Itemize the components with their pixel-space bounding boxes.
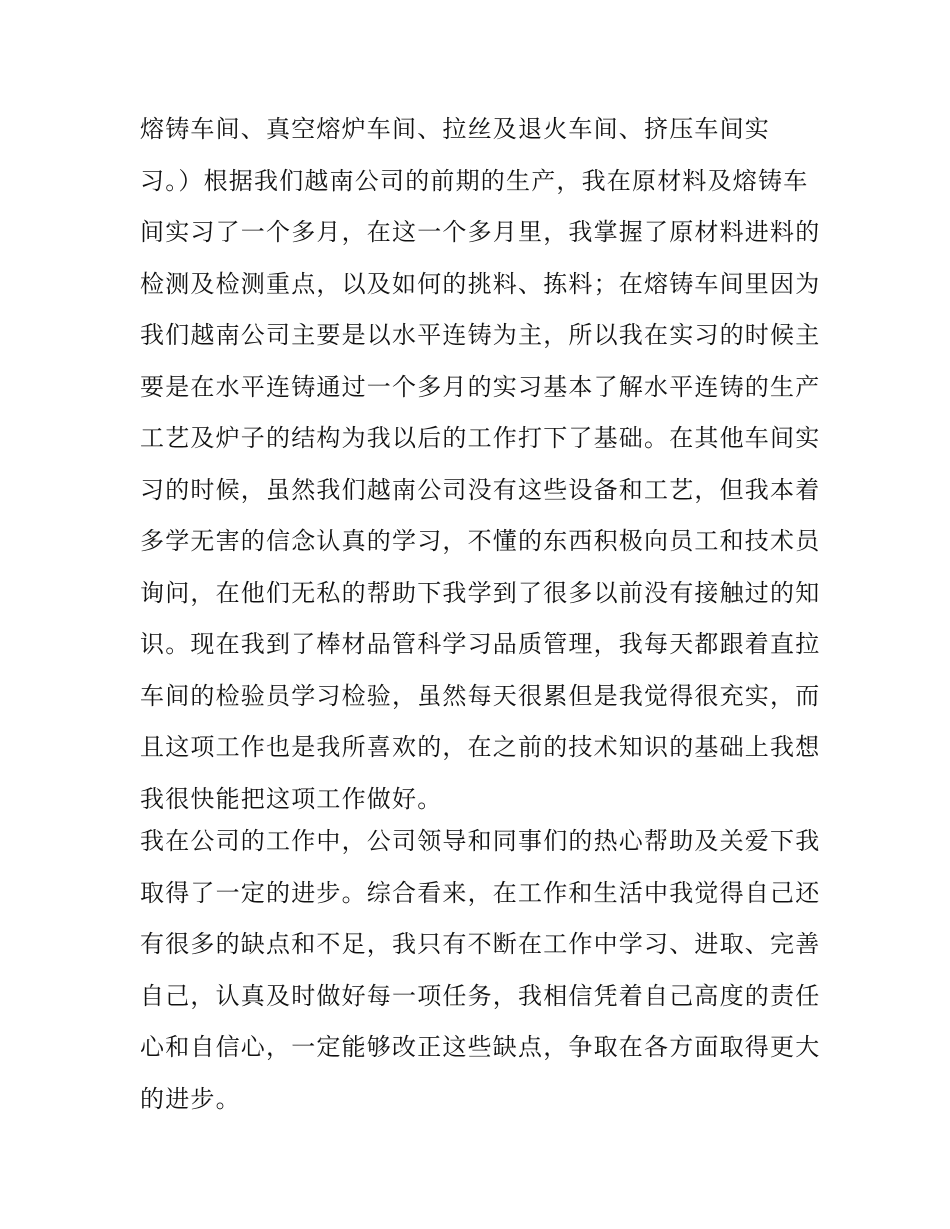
text-line: 我在公司的工作中，公司领导和同事们的热心帮助及关爱下我 [140,827,821,855]
paragraph-1 [140,104,820,825]
text-line: 检测及检测重点，以及如何的挑料、拣料；在熔铸车间里因为 [140,269,821,298]
text-line: 熔铸车间、真空熔炉车间、拉丝及退火车间、挤压车间实 [140,115,770,143]
text-line: 我很快能把这项工作做好。 [140,784,443,813]
text-line: 有很多的缺点和不足，我只有不断在工作中学习、进取、完善 [140,930,821,958]
paragraph-2 [140,816,820,1125]
text-line: 习的时候，虽然我们越南公司没有这些设备和工艺，但我本着 [140,475,821,504]
text-line: 多学无害的信念认真的学习，不懂的东西积极向员工和技术员 [140,527,821,555]
text-line: 识。现在我到了棒材品管科学习品质管理，我每天都跟着直拉 [140,630,821,658]
text-line: 询问，在他们无私的帮助下我学到了很多以前没有接触过的知 [140,578,821,607]
text-line: 心和自信心，一定能够改正这些缺点，争取在各方面取得更大 [140,1033,821,1061]
text-line: 车间的检验员学习检验，虽然每天很累但是我觉得很充实，而 [140,681,821,710]
text-line: 自己，认真及时做好每一项任务，我相信凭着自己高度的责任 [140,981,821,1010]
text-line: 取得了一定的进步。综合看来，在工作和生活中我觉得自己还 [140,878,821,907]
text-line: 我们越南公司主要是以水平连铸为主，所以我在实习的时候主 [140,321,821,349]
text-line: 且这项工作也是我所喜欢的，在之前的技术知识的基础上我想 [140,733,821,761]
text-line: 的进步。 [140,1084,241,1113]
text-line: 要是在水平连铸通过一个多月的实习基本了解水平连铸的生产 [140,372,821,401]
text-line: 习。）根据我们越南公司的前期的生产，我在原材料及熔铸车 [140,166,809,195]
text-line: 工艺及炉子的结构为我以后的工作打下了基础。在其他车间实 [140,424,821,452]
text-line: 间实习了一个多月，在这一个多月里，我掌握了原材料进料的 [140,218,821,246]
